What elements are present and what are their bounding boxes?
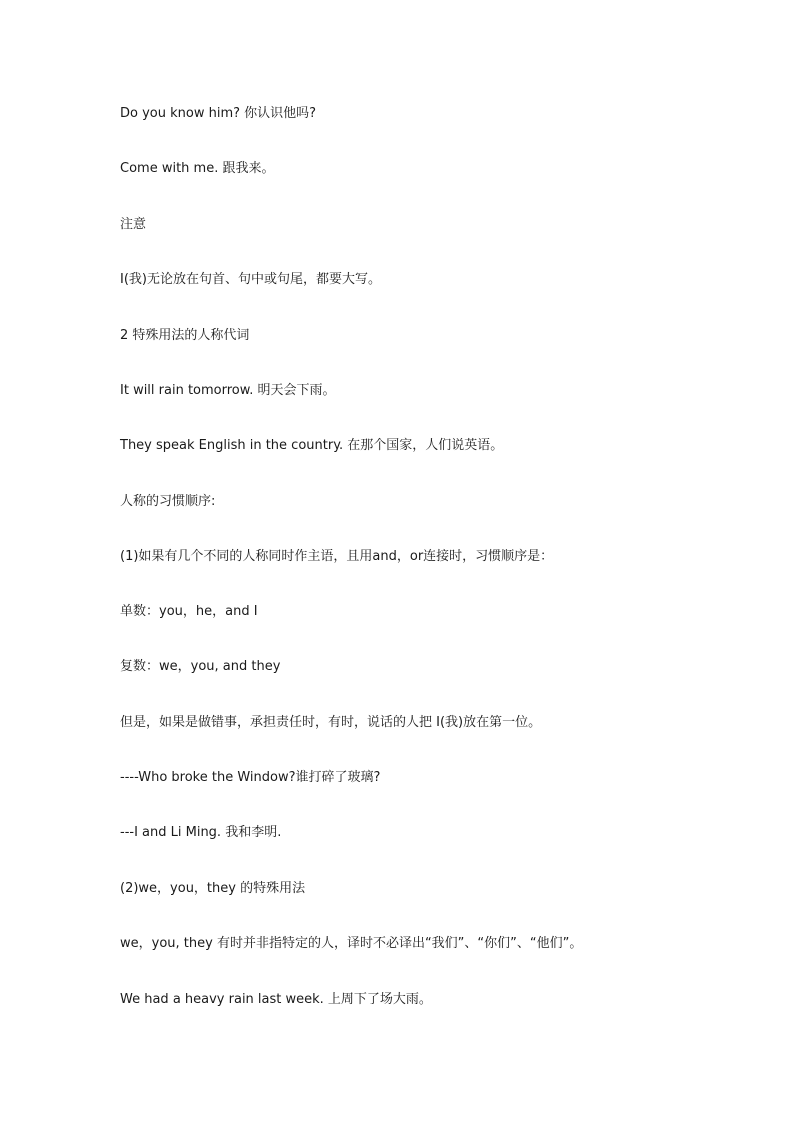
- text-line: 但是，如果是做错事，承担责任时，有时，说话的人把 I(我)放在第一位。: [120, 715, 542, 730]
- text-line: 单数：you，he，and I: [120, 604, 258, 619]
- text-line: I(我)无论放在句首、句中或句尾，都要大写。: [120, 272, 381, 287]
- text-line: Come with me. 跟我来。: [120, 161, 275, 176]
- text-line: They speak English in the country. 在那个国家，人们说英语。: [120, 438, 504, 453]
- text-line: we，you, they 有时并非指特定的人，译时不必译出“我们”、“你们”、“他们”。: [120, 936, 583, 951]
- text-line: ---I and Li Ming. 我和李明.: [120, 825, 282, 840]
- text-line: Do you know him? 你认识他吗?: [120, 106, 317, 121]
- text-line: 人称的习惯顺序:: [120, 494, 216, 509]
- text-line: (1)如果有几个不同的人称同时作主语，且用and，or连接时，习惯顺序是：: [120, 549, 554, 564]
- text-line: It will rain tomorrow. 明天会下雨。: [120, 383, 336, 398]
- section-heading: 2 特殊用法的人称代词: [120, 328, 250, 343]
- text-line: (2)we，you，they 的特殊用法: [120, 881, 306, 896]
- text-line: 复数：we，you, and they: [120, 659, 281, 674]
- section-heading-note: 注意: [120, 217, 147, 232]
- text-line: We had a heavy rain last week. 上周下了场大雨。: [120, 992, 432, 1007]
- text-line: ----Who broke the Window?谁打碎了玻璃?: [120, 770, 381, 785]
